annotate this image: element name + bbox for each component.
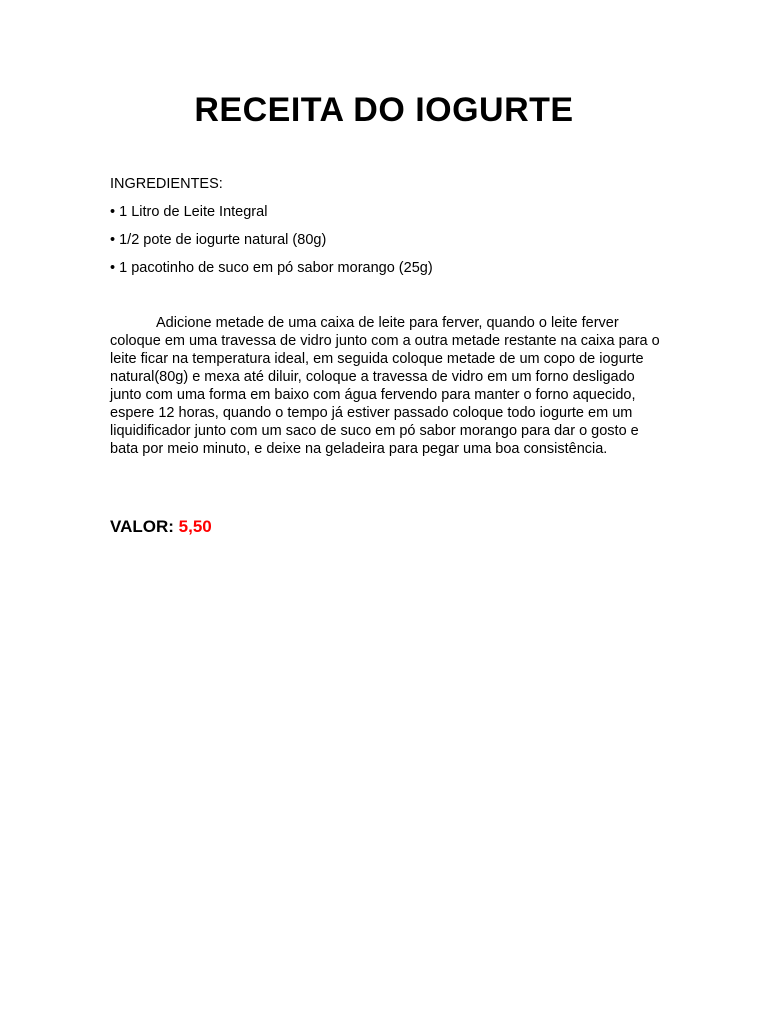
ingredient-item: • 1 Litro de Leite Integral <box>110 204 268 220</box>
ingredient-item: • 1/2 pote de iogurte natural (80g) <box>110 232 327 248</box>
price-value: 5,50 <box>178 517 212 536</box>
ingredients-section <box>110 174 670 286</box>
ingredients-heading: INGREDIENTES: <box>110 176 223 192</box>
ingredients-list <box>110 202 670 278</box>
instructions-paragraph: Adicione metade de uma caixa de leite para ferver, quando o leite ferver coloque em uma travessa de vidro junto com a outra metade restante na caixa para o leite ficar na temperatura ideal, em seguida coloque metade de um copo de iogurte natural(80g) e mexa até diluir, coloque a travessa de vidro em um forno desligado junto com uma forma em baixo com água fervendo para manter o forno aquecido, espere 12 horas, quando o tempo já estiver passado coloque todo iogurte em um liquidificador junto com um saco de suco em pó sabor morango para dar o gosto e bata por meio minuto, e deixe na geladeira para pegar uma boa consistência. <box>110 315 660 457</box>
page-title: RECEITA DO IOGURTE <box>194 91 574 129</box>
ingredient-item: • 1 pacotinho de suco em pó sabor morango (25g) <box>110 260 433 276</box>
price-label: VALOR: <box>110 517 174 536</box>
price-line <box>110 516 212 538</box>
